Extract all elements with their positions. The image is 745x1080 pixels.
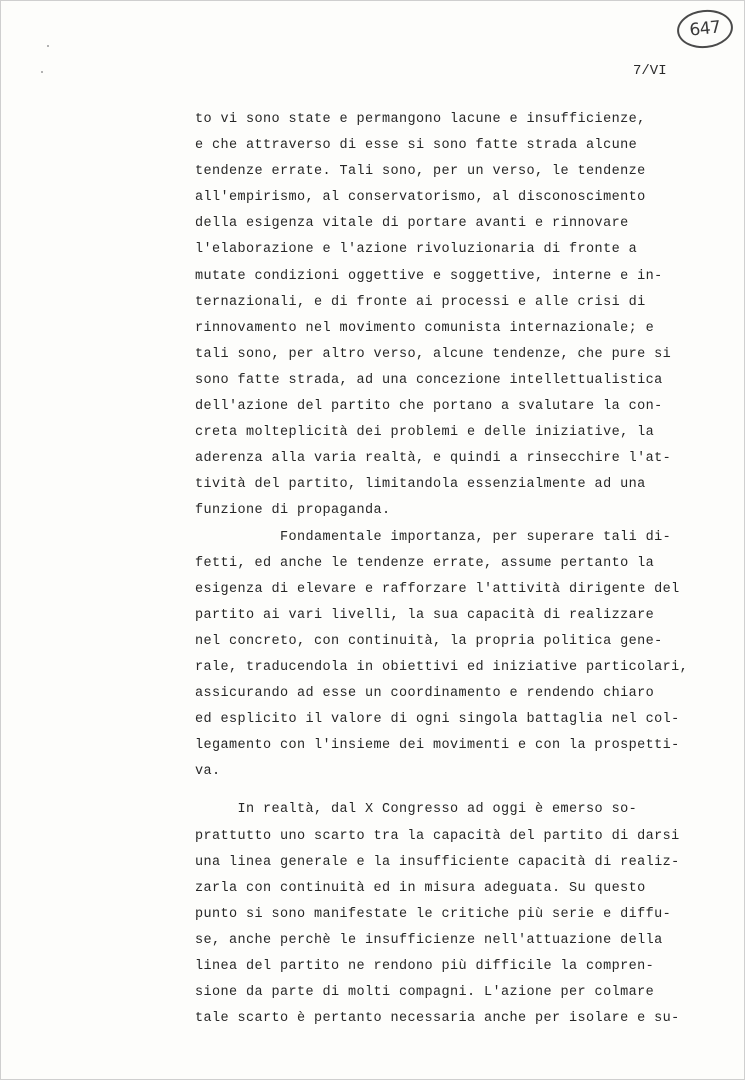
text-line: legamento con l'insieme dei movimenti e con la prospetti- [195, 738, 680, 754]
text-line: l'elaborazione e l'azione rivoluzionaria di fronte a [195, 242, 638, 258]
text-line: nel concreto, con continuità, la propria politica gene- [195, 633, 663, 649]
text-line: esigenza di elevare e rafforzare l'attività dirigente del [195, 581, 680, 597]
text-line: partito ai vari livelli, la sua capacità di realizzare [195, 607, 655, 623]
text-line: ed esplicito il valore di ogni singola battaglia nel col- [195, 712, 680, 728]
text-line: creta molteplicità dei problemi e delle iniziative, la [195, 425, 655, 441]
page-number: 7/VI [633, 63, 667, 79]
text-line: va. [195, 764, 221, 780]
text-line: fetti, ed anche le tendenze errate, assume pertanto la [195, 555, 655, 571]
paper-speck [47, 45, 49, 47]
text-line: to vi sono state e permangono lacune e insufficienze, [195, 112, 646, 127]
text-line: una linea generale e la insufficiente capacità di realiz- [195, 854, 680, 870]
text-line: In realtà, dal X Congresso ad oggi è emerso so- [195, 802, 638, 818]
paper-speck [41, 71, 43, 73]
text-line: mutate condizioni oggettive e soggettive, interne e in- [195, 268, 663, 284]
text-line: tendenze errate. Tali sono, per un verso, le tendenze [195, 164, 646, 180]
text-line: e che attraverso di esse si sono fatte strada alcune [195, 138, 638, 154]
text-line: sione da parte di molti compagni. L'azione per colmare [195, 985, 655, 1001]
text-line: punto si sono manifestate le critiche più serie e diffu- [195, 906, 672, 922]
body-text [195, 107, 715, 1032]
text-line: assicurando ad esse un coordinamento e rendendo chiaro [195, 686, 655, 702]
text-line: aderenza alla varia realtà, e quindi a rinsecchire l'at- [195, 451, 672, 467]
text-line: Fondamentale importanza, per superare tali di- [195, 529, 672, 545]
text-line: tività del partito, limitandola essenzialmente ad una [195, 477, 646, 493]
text-line: prattutto uno scarto tra la capacità del partito di darsi [195, 828, 680, 844]
text-line: dell'azione del partito che portano a svalutare la con- [195, 399, 663, 415]
archive-stamp [675, 7, 735, 51]
text-line: rinnovamento nel movimento comunista internazionale; e [195, 320, 655, 336]
archive-stamp-number: 647 [688, 17, 722, 41]
text-line: della esigenza vitale di portare avanti e rinnovare [195, 216, 629, 232]
text-line: rale, traducendola in obiettivi ed iniziative particolari, [195, 659, 689, 675]
text-line: tale scarto è pertanto necessaria anche per isolare e su- [195, 1011, 680, 1027]
text-line: sono fatte strada, ad una concezione intellettualistica [195, 372, 663, 388]
text-line: tali sono, per altro verso, alcune tendenze, che pure si [195, 346, 672, 362]
text-line: se, anche perchè le insufficienze nell'attuazione della [195, 932, 663, 948]
text-line: zarla con continuità ed in misura adeguata. Su questo [195, 880, 646, 896]
text-line: linea del partito ne rendono più difficile la compren- [195, 959, 655, 974]
text-line: ternazionali, e di fronte ai processi e alle crisi di [195, 294, 646, 310]
text-line: all'empirismo, al conservatorismo, al disconoscimento [195, 190, 646, 206]
text-line: funzione di propaganda. [195, 503, 391, 519]
